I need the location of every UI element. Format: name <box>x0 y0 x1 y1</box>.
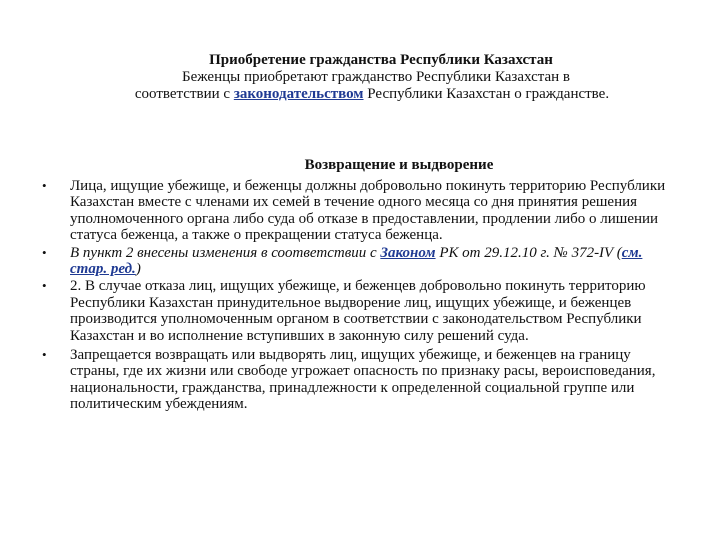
amendment-text-end: ) <box>135 261 141 278</box>
citizenship-paragraph <box>66 69 686 103</box>
citizenship-text-end: Республики Казахстан о гражданстве. <box>363 86 610 102</box>
old-edition-link[interactable]: см. стар. ред. <box>70 244 643 278</box>
bullet-icon: • <box>42 244 47 260</box>
citizenship-text-line2 <box>58 86 686 103</box>
list-item <box>40 347 682 413</box>
bullet-icon: • <box>42 278 47 294</box>
law-link[interactable]: Законом <box>380 244 436 261</box>
bullet-icon: • <box>42 347 47 363</box>
list-item-text: Лица, ищущие убежище, и беженцы должны добровольно покинуть территорию Республики Казахстан вместе с членами их семей в течение одного месяца со дня принятия решения уполномоченного органа либо суда об отказе в предоставлении, продлении либо о лишении статуса беженца, а также о прекращении статуса беженца. <box>70 178 666 244</box>
section-title-expulsion: Возвращение и выдворение <box>304 157 494 173</box>
section-citizenship <box>66 52 686 103</box>
expulsion-list <box>40 178 682 413</box>
section-title-citizenship: Приобретение гражданства Республики Казахстан <box>209 52 553 68</box>
list-item <box>40 178 682 244</box>
list-item <box>40 278 682 344</box>
legislation-link[interactable]: законодательством <box>233 86 364 102</box>
citizenship-text-line2-start: соответствии с <box>134 86 234 102</box>
bullet-icon: • <box>42 178 47 193</box>
list-item-text: 2. В случае отказа лиц, ищущих убежище, и беженцев добровольно покинуть территорию Республики Казахстан принудительное выдворение лиц, ищущих убежище, и беженцев производится уполномоченным органом в соответствии с законодательством Республики Казахстан и во исполнение вступивших в законную силу решений суда. <box>70 278 646 344</box>
citizenship-text-line1: Беженцы приобретают гражданство Республики Казахстан в <box>182 69 570 85</box>
list-item <box>40 245 682 278</box>
amendment-text: В пункт 2 внесены изменения в соответствии с <box>70 244 381 261</box>
list-item-text: Запрещается возвращать или выдворять лиц, ищущих убежище, и беженцев на границу страны, где их жизни или свободе угрожает опасность по признаку расы, вероисповедания, национальности, гражданства, принадлежности к определенной социальной группе или политическим убеждениям. <box>70 347 656 413</box>
amendment-text-mid: РК от 29.12.10 г. № 372-IV ( <box>435 244 622 261</box>
